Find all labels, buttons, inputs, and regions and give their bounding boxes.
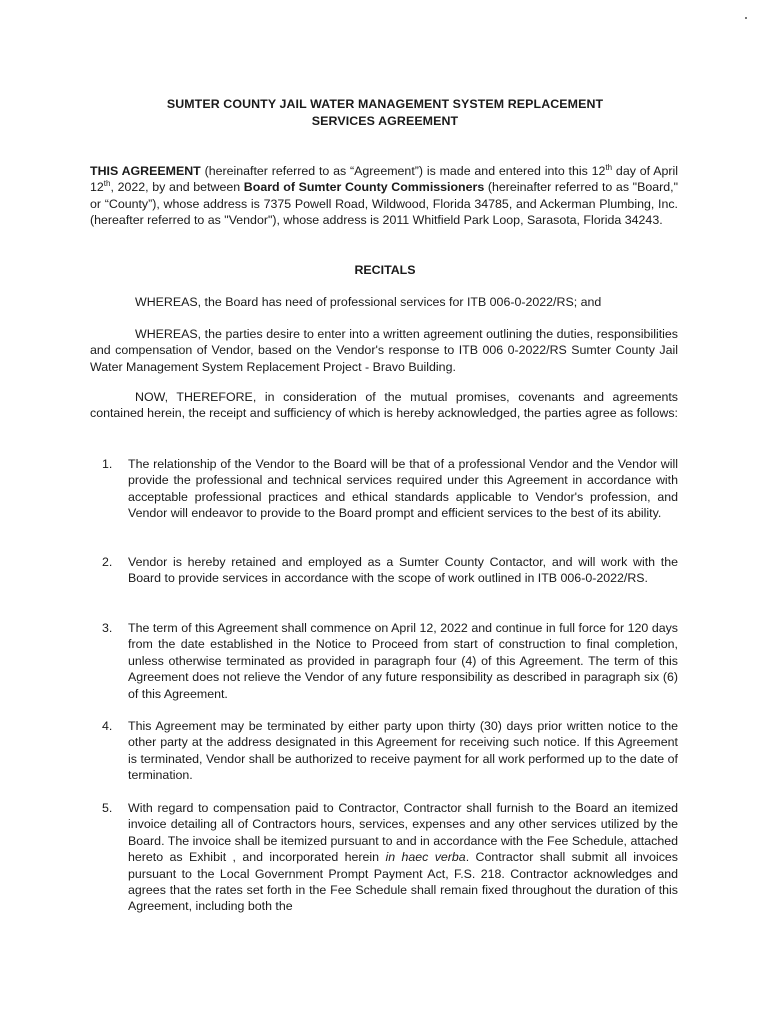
title-line-1: SUMTER COUNTY JAIL WATER MANAGEMENT SYSTEM REPLACEMENT <box>166 97 604 111</box>
item-number: 2. <box>102 555 113 569</box>
item-text <box>128 800 678 915</box>
intro-sup-1: th <box>605 162 613 172</box>
item-text-b: . Contractor shall submit all invoices pursuant to the Local Government Prompt Payment Act, F.S. 218. Contractor acknowledges and agrees that the rates set forth in the Fee Schedule shall remain fixed throughout the duration of this Agreement, including both the <box>128 850 678 914</box>
item-text: This Agreement may be terminated by either party upon thirty (30) days prior written notice to the other party at the address designated in this Agreement for receiving such notice. If this Agreement is terminated, Vendor shall be authorized to receive payment for all work performed up to the date of termination. <box>128 719 678 783</box>
item-text: The relationship of the Vendor to the Board will be that of a professional Vendor and the Vendor will provide the professional and technical services required under this Agreement in accordance with acceptable professional practices and ethical standards applicable to Vendor's profession, and Vendor will endeavor to provide to the Board prompt and efficient services to the best of its ability. <box>128 457 678 521</box>
recitals-heading: RECITALS <box>354 263 416 277</box>
item-text: The term of this Agreement shall commence on April 12, 2022 and continue in full force for 120 days from the date established in the Notice to Proceed from start of construction to final completion, unless otherwise terminated as provided in paragraph four (4) of this Agreement. The term of this Agreement does not relieve the Vendor of any future responsibility as described in paragraph six (6) of this Agreement. <box>128 621 678 701</box>
document-title <box>0 96 770 130</box>
now-therefore-paragraph: NOW, THEREFORE, in consideration of the mutual promises, covenants and agreements contained herein, the receipt and sufficiency of which is hereby acknowledged, the parties agree as follows: <box>90 390 678 421</box>
item-number: 1. <box>102 457 113 471</box>
intro-party: Board of Sumter County Commissioners <box>243 180 485 195</box>
whereas-paragraph-2: WHEREAS, the parties desire to enter into a written agreement outlining the duties, responsibilities and compensation of Vendor, based on the Vendor's response to ITB 006 0-2022/RS Sumter County Jail Water Management System Replacement Project - Bravo Building. <box>90 327 678 374</box>
item-text: Vendor is hereby retained and employed as a Sumter County Contactor, and will work with the Board to provide services in accordance with the scope of work outlined in ITB 006-0-2022/RS. <box>128 555 678 586</box>
item-text-a: With regard to compensation paid to Contractor, Contractor shall furnish to the Board an itemized invoice detailing all of Contractors hours, services, expenses and any other services utilized by the Board. The invoice shall be itemized pursuant to and in accordance with the Fee Schedule, attached hereto as Exhibit , and incorporated herein <box>128 801 678 865</box>
intro-text-4: (hereinafter referred to as "Board," or “County”), whose address is 7375 Powell Road, Wildwood, Florida 34785, and Ackerman Plumbing, Inc. (hereafter referred to as "Vendor"), whose address is 2011 Whitfield Park Loop, Sarasota, Florida 34243. <box>90 180 678 228</box>
title-line-2: SERVICES AGREEMENT <box>311 114 459 128</box>
item-number: 3. <box>102 621 113 635</box>
intro-lead: THIS AGREEMENT <box>90 164 201 178</box>
intro-paragraph <box>90 163 678 229</box>
item-number: 5. <box>102 801 113 815</box>
intro-sup-2: th <box>103 179 111 189</box>
intro-text-3: , 2022, by and between <box>110 180 244 195</box>
scan-speck <box>745 17 747 19</box>
item-text-italic: in haec verba <box>385 850 466 865</box>
intro-text-2: day of April 12 <box>90 164 678 195</box>
whereas-paragraph-1: WHEREAS, the Board has need of professional services for ITB 006-0-2022/RS; and <box>135 295 602 309</box>
item-number: 4. <box>102 719 113 733</box>
intro-text-1: (hereinafter referred to as “Agreement”) is made and entered into this 12 <box>200 164 606 178</box>
